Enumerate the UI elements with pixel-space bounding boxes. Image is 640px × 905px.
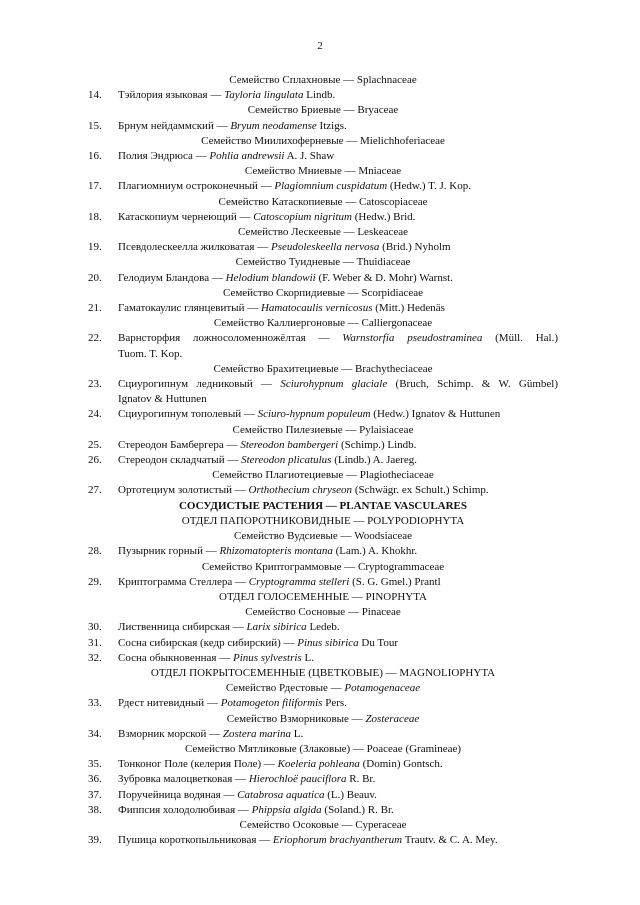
entry-number: 28.: [88, 545, 102, 558]
heading-text: Семейство Осоковые — Cyperaceae: [239, 818, 407, 831]
family-heading: [88, 362, 558, 377]
entry-number: 27.: [88, 484, 102, 497]
family-heading: [88, 195, 558, 210]
heading-text: ОТДЕЛ ГОЛОСЕМЕННЫЕ — PINOPHYTA: [219, 590, 427, 603]
entry-number: 39.: [88, 834, 102, 847]
russian-name: Катаскопиум чернеющий —: [118, 210, 254, 223]
species-entry: [88, 575, 558, 590]
heading-text: Семейство Бриевые — Bryaceae: [247, 104, 399, 117]
latin-name: Catoscopium nigritum: [253, 210, 352, 223]
author-citation: (F. Weber & D. Mohr) Warnst.: [315, 271, 453, 284]
author-citation: (Hedw.) T. J. Kop.: [387, 180, 471, 193]
russian-name: Тонконог Поле (келерия Поле) —: [118, 758, 278, 771]
division-heading: [88, 499, 558, 514]
author-citation: (Domin) Gontsch.: [359, 758, 443, 771]
latin-name: Rhizomatopteris montana: [219, 545, 333, 558]
russian-name: Полия Эндрюса —: [118, 150, 210, 163]
entry-number: 34.: [88, 727, 102, 740]
entry-continuation: [88, 392, 558, 407]
entry-number: 33.: [88, 697, 102, 710]
entry-number: 31.: [88, 636, 102, 649]
heading-text: Семейство Каллиергоновые — Calliergonaceae: [213, 317, 433, 330]
entry-number: 16.: [88, 150, 102, 163]
family-heading: [88, 103, 558, 118]
russian-name: Криптограмма Стеллера —: [118, 575, 249, 588]
species-entry: [88, 544, 558, 559]
entry-number: 32.: [88, 651, 102, 664]
family-latin-name: Potamogenaceae: [344, 682, 421, 695]
species-entry: [88, 788, 558, 803]
family-heading: [88, 286, 558, 301]
heading-text: Семейство Рдестовые —: [225, 682, 345, 695]
russian-name: Псевдолескеелла жилковатая —: [118, 241, 271, 254]
heading-text: Семейство Скорпидиевые — Scorpidiaceae: [222, 286, 424, 299]
species-entry: [88, 696, 558, 711]
family-heading: [88, 164, 558, 179]
heading-text: Семейство Брахитециевые — Brachytheciaceae: [213, 362, 433, 375]
latin-name: Sciurohypnum glaciale: [280, 378, 388, 391]
latin-name: Helodium blandowii: [225, 271, 316, 284]
species-entry: [88, 438, 558, 453]
author-continuation: Ignatov & Huttunen: [118, 393, 207, 406]
russian-name: Гелодиум Бландова —: [118, 271, 226, 284]
author-citation: L.: [301, 651, 314, 664]
species-entry: [88, 483, 558, 498]
species-entry: [88, 453, 558, 468]
heading-text: Семейство Взморниковые —: [226, 712, 366, 725]
species-entry: [88, 210, 558, 225]
author-continuation: Tuom. T. Kop.: [118, 347, 183, 360]
russian-name: Пушица короткопыльниковая —: [118, 834, 273, 847]
entry-number: 22.: [88, 332, 102, 345]
species-entry: [88, 149, 558, 164]
latin-name: Plagiomnium cuspidatum: [274, 180, 388, 193]
heading-text: Семейство Мниевые — Mniaceae: [244, 165, 402, 178]
author-citation: (Müll. Hal.): [482, 332, 559, 345]
russian-name: Брнум нейдаммский —: [118, 119, 231, 132]
species-entry: [88, 620, 558, 635]
heading-text: Семейство Сплахновые — Splachnaceae: [229, 74, 417, 86]
author-citation: (Hedw.) Brid.: [351, 210, 416, 223]
entry-number: 30.: [88, 621, 102, 634]
entry-number: 20.: [88, 271, 102, 284]
author-citation: (S. G. Gmel.) Prantl: [349, 575, 441, 588]
entry-number: 35.: [88, 758, 102, 771]
latin-name: Pinus sylvestris: [232, 651, 302, 664]
species-entry: [88, 179, 558, 194]
russian-name: Сциурогипнум тополевый —: [118, 408, 258, 421]
family-heading: [88, 255, 558, 270]
author-citation: (Brid.) Nyholm: [379, 241, 451, 254]
heading-text: Семейство Миилихоферневые — Mielichhoferiaceae: [201, 134, 445, 147]
entry-number: 25.: [88, 438, 102, 451]
author-citation: Trautv. & C. A. Mey.: [402, 834, 498, 847]
entry-number: 26.: [88, 454, 102, 467]
latin-name: Hamatocaulis vernicosus: [260, 302, 373, 315]
latin-name: Larix sibirica: [246, 621, 307, 634]
entry-number: 37.: [88, 788, 102, 801]
russian-name: Лиственница сибирская —: [118, 621, 247, 634]
entry-number: 15.: [88, 119, 102, 132]
heading-text: Семейство Мятликовые (Злаковые) — Poaceae (Gramineae): [184, 742, 462, 755]
species-entry: [88, 727, 558, 742]
entry-number: 21.: [88, 302, 102, 315]
family-latin-name: Zosteraceae: [365, 712, 420, 725]
russian-name: Сосна сибирская (кедр сибирский) —: [118, 636, 298, 649]
entry-continuation: [88, 347, 558, 362]
russian-name: Пузырник горный —: [118, 545, 220, 558]
entry-number: 23.: [88, 378, 102, 391]
russian-name: Сосна обыкновенная —: [118, 651, 233, 664]
heading-text: СОСУДИСТЫЕ РАСТЕНИЯ — PLANTAE VASCULARES: [178, 499, 468, 512]
latin-name: Zostera marina: [222, 727, 292, 740]
division-heading: [88, 514, 558, 529]
author-citation: (Schwägr. ex Schult.) Schimp.: [352, 484, 489, 497]
family-heading: [88, 225, 558, 240]
latin-name: Stereodon plicatulus: [241, 454, 332, 467]
family-heading: [88, 423, 558, 438]
family-heading: [88, 134, 558, 149]
russian-name: Сциурогипнум ледниковый —: [118, 378, 281, 391]
latin-name: Cryptogramma stelleri: [248, 575, 350, 588]
entry-number: 19.: [88, 241, 102, 254]
heading-text: Семейство Плагиотециевые — Plagiotheciaceae: [212, 469, 434, 482]
latin-name: Bryum neodamense: [230, 119, 317, 132]
heading-text: Семейство Катаскопиевые — Catoscopiaceae: [218, 195, 428, 208]
latin-name: Tayloria lingulata: [224, 89, 304, 102]
species-entry: [88, 331, 558, 346]
heading-text: Семейство Лескеевые — Leskeaceae: [237, 226, 409, 239]
author-citation: (Hedw.) Ignatov & Huttunen: [370, 408, 501, 421]
latin-name: Pseudoleskeella nervosa: [270, 241, 380, 254]
russian-name: Зубровка малоцветковая —: [118, 773, 249, 786]
heading-text: ОТДЕЛ ПОКРЫТОСЕМЕННЫЕ (ЦВЕТКОВЫЕ) — MAGNOLIOPHYTA: [150, 666, 496, 679]
latin-name: Stereodon bambergeri: [240, 438, 339, 451]
latin-name: Potamogeton filiformis: [220, 697, 323, 710]
species-entry: [88, 301, 558, 316]
heading-text: ОТДЕЛ ПАПОРОТНИКОВИДНЫЕ — POLYPODIOPHYTA: [181, 514, 465, 527]
russian-name: Стереодон складчатый —: [118, 454, 242, 467]
author-citation: (L.) Beauv.: [324, 788, 377, 801]
russian-name: Взморник морской —: [118, 727, 223, 740]
author-citation: (Bruch, Schimp. & W. Gümbel): [387, 378, 558, 391]
author-citation: Du Tour: [358, 636, 399, 649]
species-entry: [88, 88, 558, 103]
species-entry: [88, 833, 558, 848]
family-heading: [88, 73, 558, 88]
latin-name: Sciuro-hypnum populeum: [257, 408, 371, 421]
author-citation: A. J. Shaw: [284, 150, 335, 163]
species-entry: [88, 772, 558, 787]
family-heading: [88, 316, 558, 331]
heading-text: Семейство Криптограммовые — Cryptogrammaceae: [201, 560, 445, 573]
division-heading: [88, 590, 558, 605]
entry-number: 14.: [88, 89, 102, 102]
russian-name: Варнсторфия ложносоломенножёлтая —: [118, 332, 343, 345]
entry-number: 38.: [88, 803, 102, 816]
species-entry: [88, 240, 558, 255]
latin-name: Warnstorfia pseudostraminea: [342, 332, 483, 345]
russian-name: Гаматокаулис глянцевитый —: [118, 302, 261, 315]
heading-text: Семейство Вудсиевые — Woodsiaceae: [233, 530, 413, 543]
species-entry: [88, 377, 558, 392]
division-heading: [88, 666, 558, 681]
author-citation: Lindb.: [303, 89, 336, 102]
family-heading: [88, 681, 558, 696]
species-entry: [88, 636, 558, 651]
entry-number: 29.: [88, 575, 102, 588]
russian-name: Рдест нитевидный —: [118, 697, 221, 710]
author-citation: (Soland.) R. Br.: [321, 803, 394, 816]
species-entry: [88, 407, 558, 422]
entry-number: 17.: [88, 180, 102, 193]
family-heading: [88, 818, 558, 833]
latin-name: Orthothecium chryseon: [248, 484, 353, 497]
species-entry: [88, 271, 558, 286]
family-heading: [88, 605, 558, 620]
latin-name: Hierochloë pauciflora: [248, 773, 347, 786]
russian-name: Фиппсия холодолюбивая —: [118, 803, 252, 816]
family-heading: [88, 468, 558, 483]
latin-name: Eriophorum brachyantherum: [272, 834, 403, 847]
species-list: [88, 73, 558, 848]
russian-name: Стереодон Бамбергера —: [118, 438, 241, 451]
latin-name: Phippsia algida: [251, 803, 322, 816]
heading-text: Семейство Туидневые — Thuidiaceae: [235, 256, 411, 269]
heading-text: Семейство Сосновые — Pinaceae: [245, 606, 401, 619]
author-citation: (Lindb.) A. Jaereg.: [331, 454, 417, 467]
page-number: 2: [317, 40, 323, 52]
author-citation: L.: [291, 727, 304, 740]
entry-number: 24.: [88, 408, 102, 421]
family-heading: [88, 712, 558, 727]
author-citation: (Lam.) A. Khokhr.: [332, 545, 418, 558]
latin-name: Pohlia andrewsii: [209, 150, 285, 163]
russian-name: Плагиомниум остроконечный —: [118, 180, 275, 193]
russian-name: Тэйлория языковая —: [118, 89, 225, 102]
species-entry: [88, 803, 558, 818]
author-citation: Itzigs.: [316, 119, 347, 132]
author-citation: R. Br.: [346, 773, 376, 786]
entry-number: 36.: [88, 773, 102, 786]
heading-text: Семейство Пилезиевые — Pylaisiaceae: [232, 423, 414, 436]
latin-name: Koeleria pohleana: [277, 758, 360, 771]
species-entry: [88, 651, 558, 666]
author-citation: (Schimp.) Lindb.: [338, 438, 417, 451]
author-citation: Pers.: [322, 697, 347, 710]
species-entry: [88, 757, 558, 772]
family-heading: [88, 742, 558, 757]
russian-name: Поручейница водяная —: [118, 788, 238, 801]
russian-name: Ортотециум золотистый —: [118, 484, 249, 497]
species-entry: [88, 119, 558, 134]
latin-name: Pinus sibirica: [297, 636, 359, 649]
family-heading: [88, 560, 558, 575]
author-citation: Ledeb.: [306, 621, 340, 634]
family-heading: [88, 529, 558, 544]
latin-name: Catabrosa aquatica: [237, 788, 325, 801]
author-citation: (Mitt.) Hedenäs: [372, 302, 445, 315]
entry-number: 18.: [88, 210, 102, 223]
